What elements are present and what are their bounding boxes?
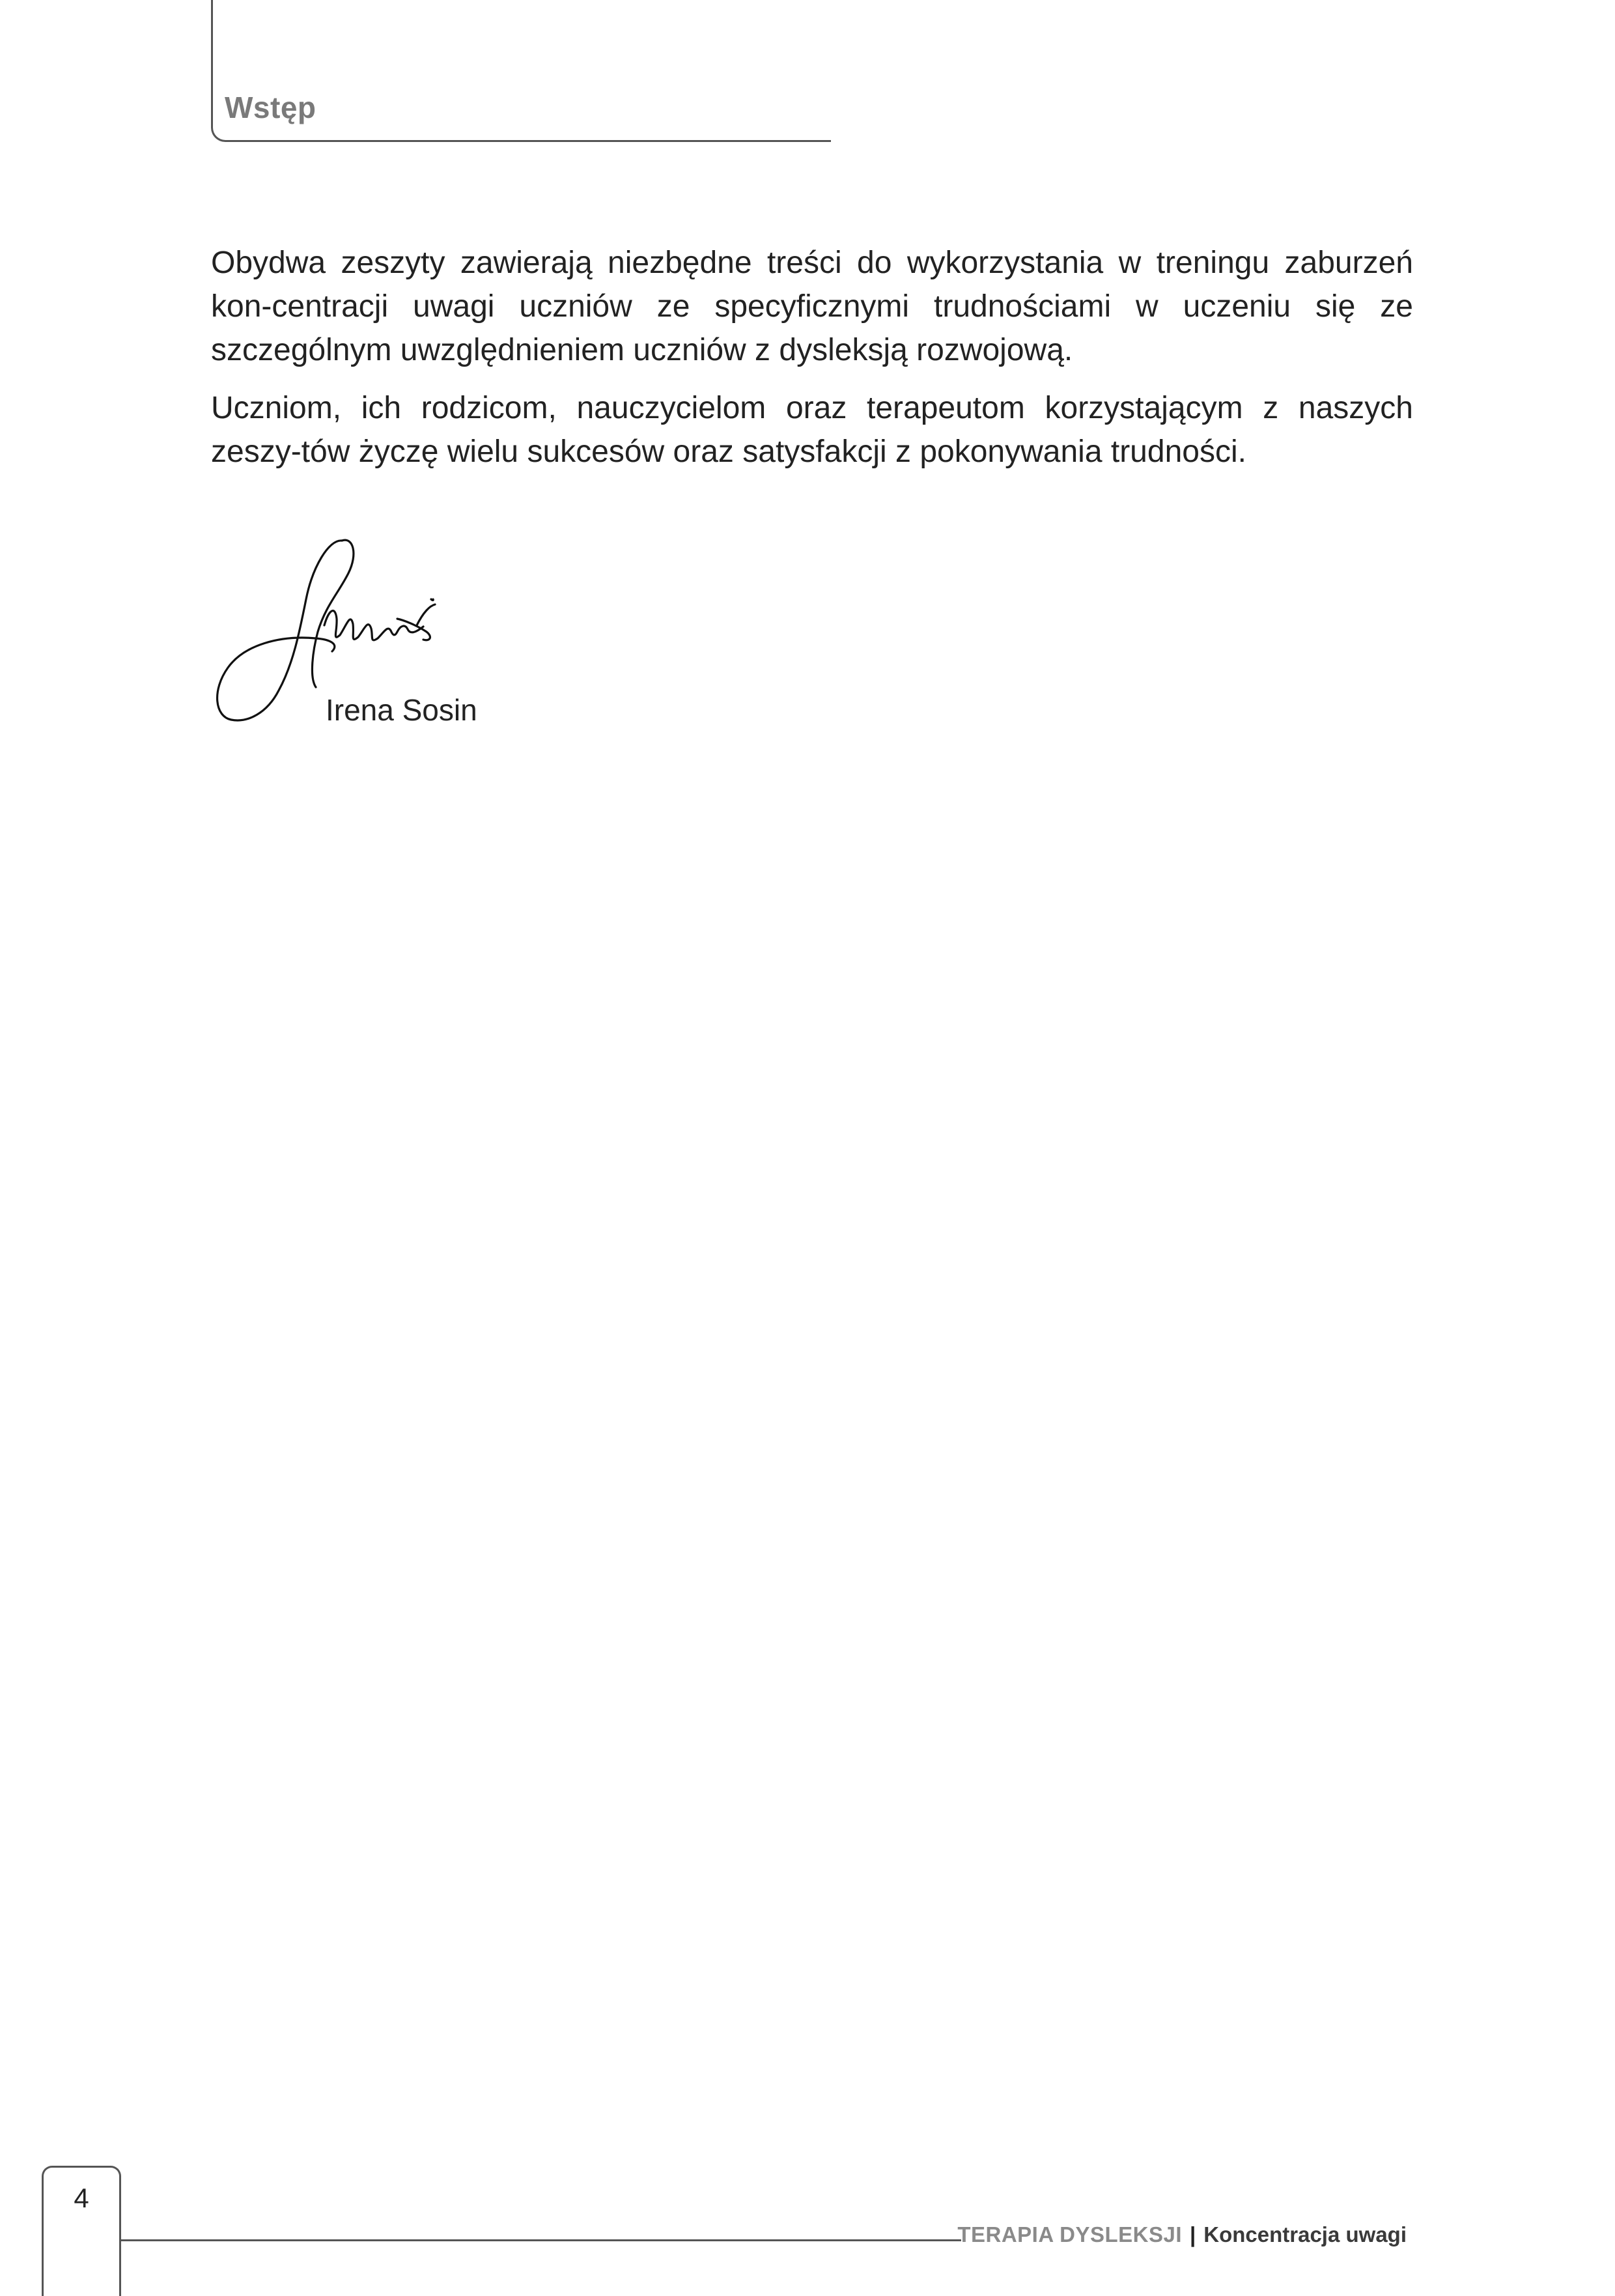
paragraph: Obydwa zeszyty zawierają niezbędne treści do wykorzystania w treningu zaburzeń kon-centracji uwagi uczniów ze specyficznymi trudnościami w uczeniu się ze szczególnym uwzględnieniem uczniów z dysleksją rozwojową. (211, 246, 1413, 367)
body-text (211, 241, 1413, 488)
footer-rule (121, 2239, 961, 2241)
footer-separator: | (1190, 2222, 1196, 2246)
signatory-name: Irena Sosin (326, 693, 477, 727)
footer-title: Koncentracja uwagi (1203, 2222, 1407, 2246)
section-title: Wstęp (225, 91, 316, 124)
running-footer (957, 2222, 1407, 2247)
footer-series: TERAPIA DYSLEKSJI (957, 2222, 1183, 2246)
paragraph: Uczniom, ich rodzicom, nauczycielom oraz terapeutom korzystającym z naszych zeszy-tów życzę wielu sukcesów oraz satysfakcji z pokonywania trudności. (211, 391, 1413, 469)
page-number: 4 (74, 2183, 89, 2213)
